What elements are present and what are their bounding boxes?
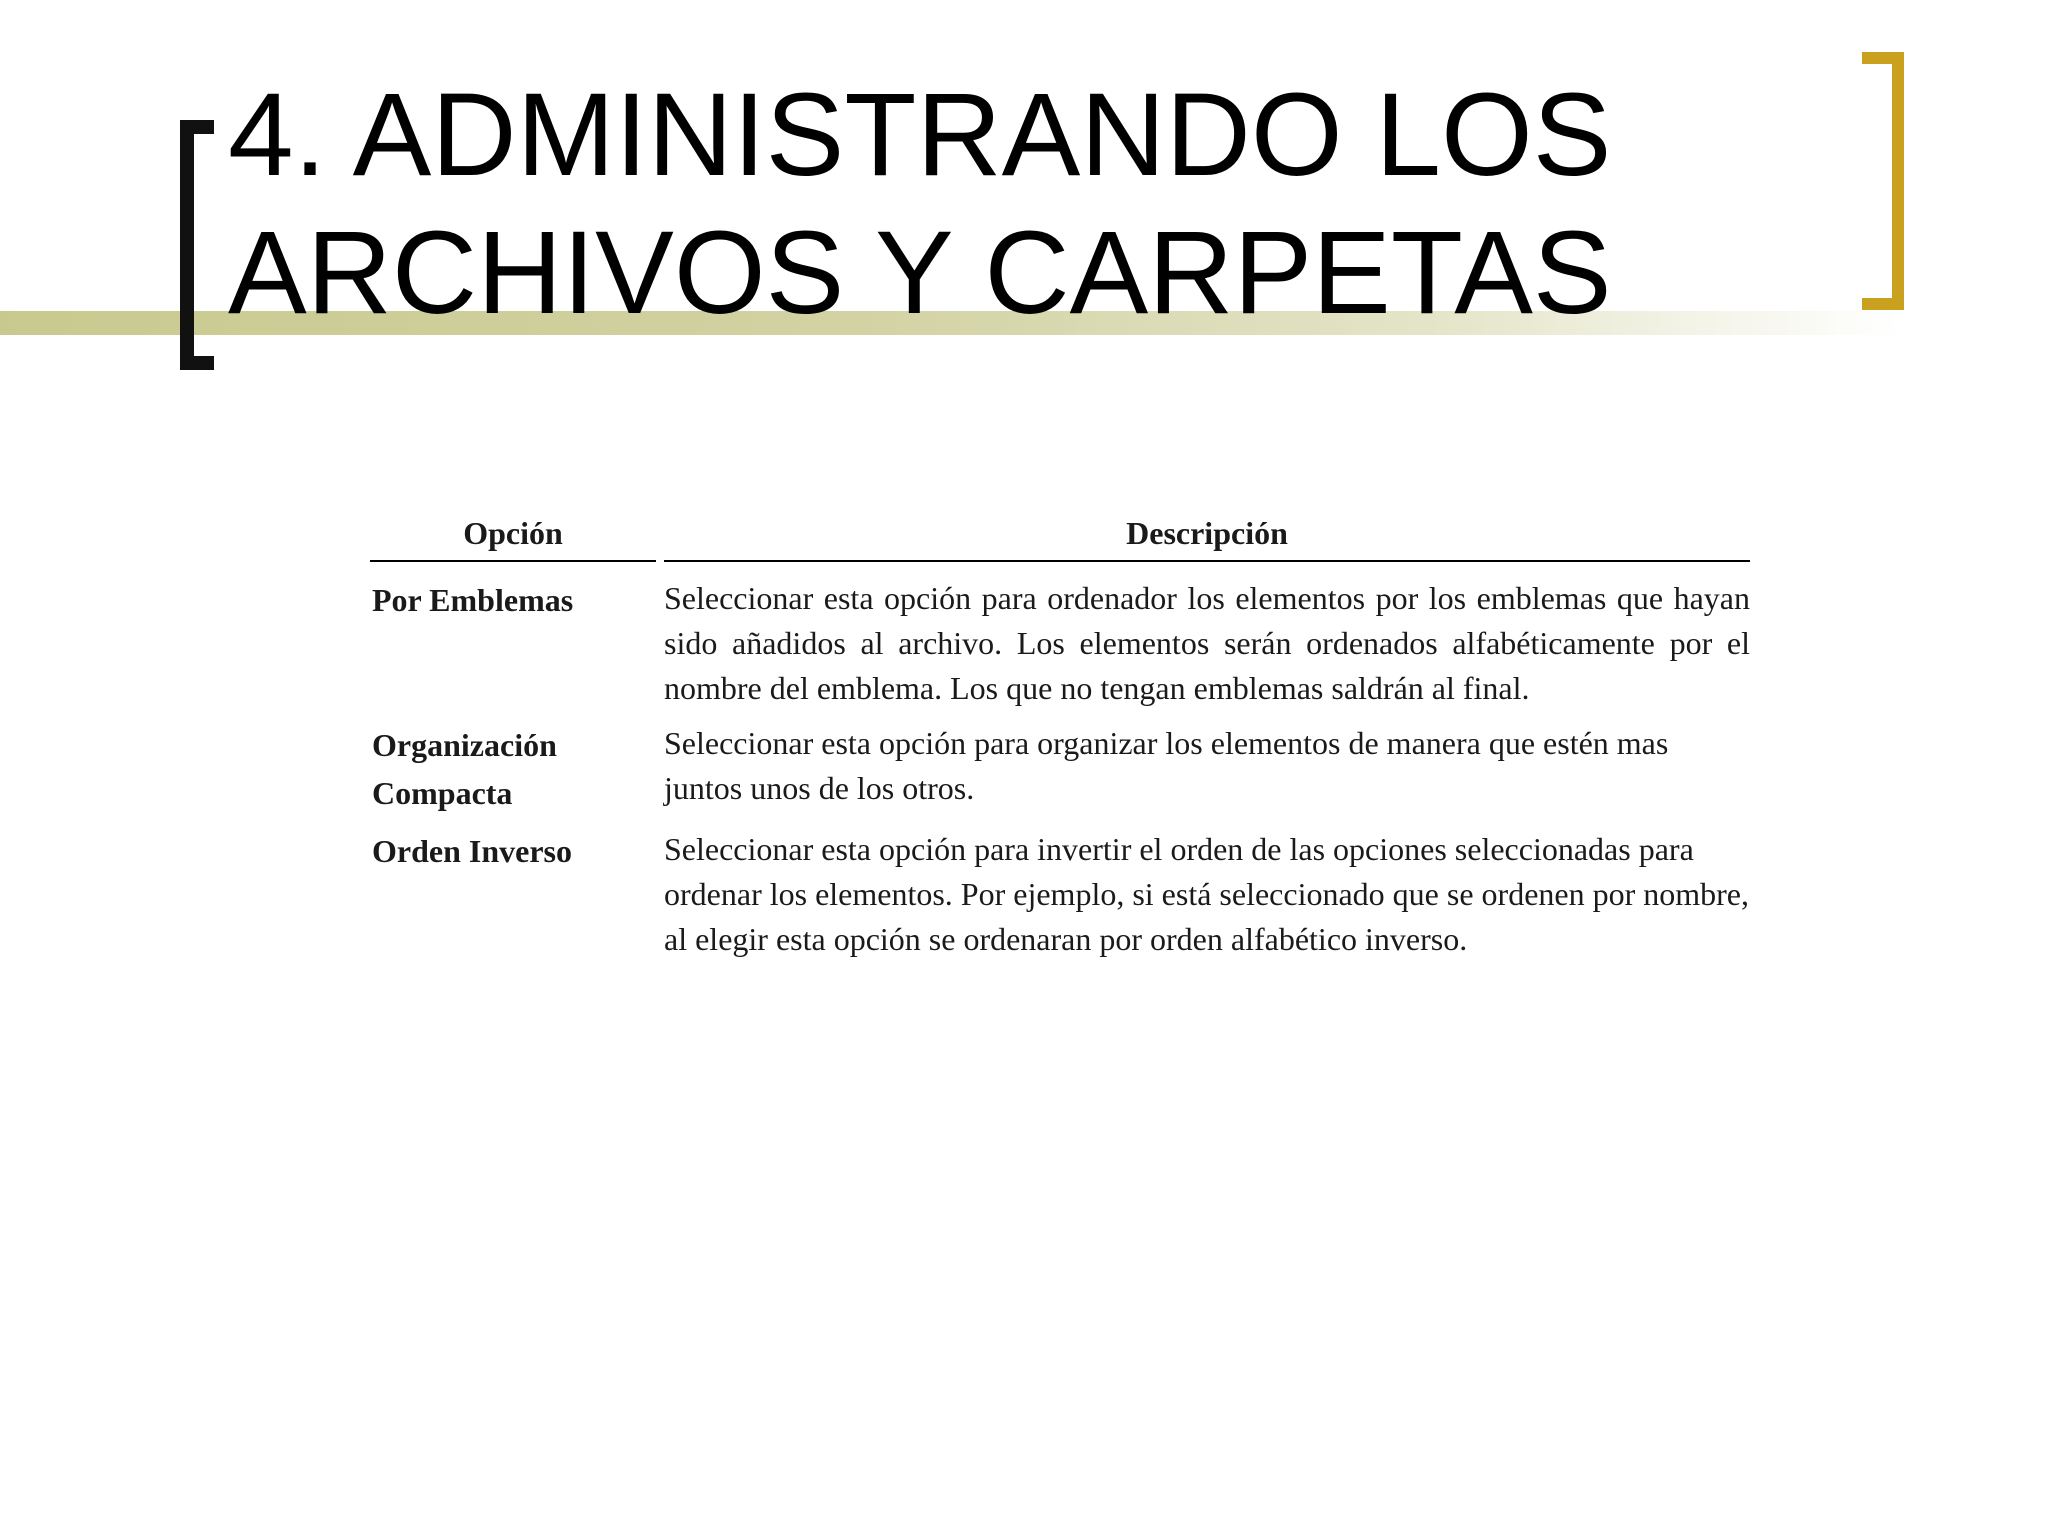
table-row [370, 823, 1750, 962]
table-row [370, 717, 1750, 817]
header-description: Descripción [664, 515, 1750, 562]
option-orden-inverso: Orden Inverso [372, 833, 572, 869]
option-por-emblemas: Por Emblemas [372, 582, 574, 618]
slide-title-line-2: ARCHIVOS Y CARPETAS [228, 207, 1612, 339]
table-header-row [370, 512, 1750, 562]
header-option: Opción [370, 515, 656, 562]
slide-title-line-1: 4. ADMINISTRANDO LOS [228, 69, 1612, 201]
description-organizacion-compacta: Seleccionar esta opción para organizar los elementos de manera que estén mas juntos unos de los otros. [664, 725, 1669, 806]
options-table [370, 512, 1750, 962]
slide-title [228, 66, 1828, 342]
option-organizacion-compacta: Organización Compacta [372, 727, 557, 811]
description-por-emblemas: Seleccionar esta opción para ordenador los elementos por los emblemas que hayan sido añadidos al archivo. Los elementos serán ordenados alfabéticamente por el nombre del emblema. Los que no tengan emblemas saldrán al final. [664, 580, 1750, 706]
description-orden-inverso: Seleccionar esta opción para invertir el orden de las opciones seleccionadas para ordenar los elementos. Por ejemplo, si está seleccionado que se ordenen por nombre, al elegir esta opción se ordenaran por orden alfabético inverso. [664, 831, 1749, 957]
left-bracket-decoration [180, 120, 214, 370]
table-row [370, 572, 1750, 711]
right-bracket-decoration [1862, 52, 1904, 310]
